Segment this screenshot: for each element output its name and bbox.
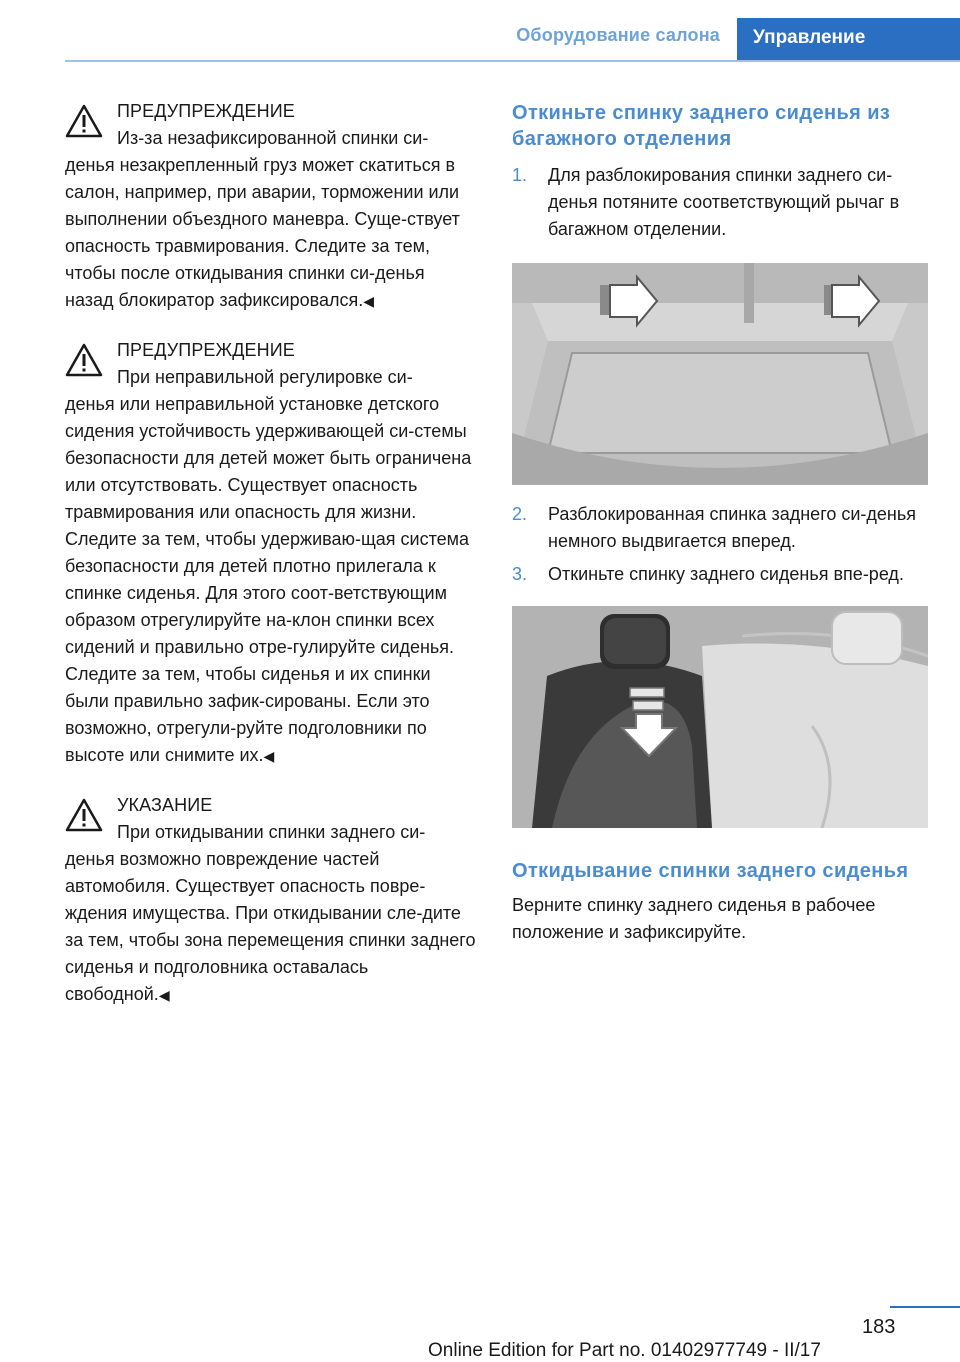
end-mark-icon: ◀ <box>263 748 275 764</box>
notice-first-line: Из-за незафиксированной спинки си‐ <box>117 128 429 148</box>
step-text: Разблокированная спинка заднего си‐денья немного выдвигается вперед. <box>548 504 916 551</box>
caution-notice <box>65 792 477 1009</box>
edition-info: Online Edition for Part no. 01402977749 - II/17 <box>428 1340 821 1361</box>
warning-notice-1 <box>65 98 477 315</box>
step-number: 2. <box>512 504 528 524</box>
section-title-fold-back: Откидывание спинки заднего сиденья <box>512 860 909 882</box>
header-chapter-tab: Управление <box>737 18 960 60</box>
page-header <box>0 0 960 62</box>
header-divider <box>65 60 960 62</box>
section-paragraph: Верните спинку заднего сиденья в рабочее положение и зафиксируйте. <box>512 895 876 942</box>
trunk-release-lever-photo <box>512 263 928 485</box>
notice-first-line: При неправильной регулировке си‐ <box>117 367 413 387</box>
end-mark-icon: ◀ <box>158 987 170 1003</box>
left-column <box>65 98 477 1031</box>
page-number: 183 <box>862 1316 896 1338</box>
notice-body: денья незакрепленный груз может скатиться в салон, например, при аварии, торможении или выполнении объездного маневра. Суще‐ствует опасность травмирования. Следите за тем, чтобы после откидывания спинки си‐денья назад блокиратор зафиксировался. <box>65 155 460 310</box>
step-3 <box>512 561 928 588</box>
notice-body: денья или неправильной установке детского сидения устойчивость удерживающей си‐стемы безопасности для детей может быть ограничена или отсутствовать. Существует опасность травмирования или опасность для жизни. Следите за тем, чтобы удерживаю‐щая система безопасности для детей плотно прилегала к спинке сиденья. Для этого соот‐ветствующим образом отрегулируйте на‐клон спинки всех сидений и правильно отре‐гулируйте сиденья. Следите за тем, чтобы сиденья и их спинки были правильно зафик‐сированы. Если это возможно, отрегули‐руйте подголовники по высоте или снимите их. <box>65 394 472 765</box>
step-text: Откиньте спинку заднего сиденья впе‐ред. <box>548 564 904 584</box>
notice-title: ПРЕДУПРЕЖДЕНИЕ <box>117 101 295 121</box>
step-number: 1. <box>512 165 528 185</box>
rear-seat-backrest-photo <box>512 606 928 828</box>
step-number: 3. <box>512 564 528 584</box>
warning-triangle-icon <box>65 104 103 138</box>
header-section-title: Оборудование салона <box>516 25 720 45</box>
footer-divider <box>890 1306 960 1308</box>
step-1 <box>512 162 928 243</box>
section-title-trunk-release: Откиньте спинку заднего сиденья из багажного отделения <box>512 102 891 150</box>
right-column <box>512 100 928 946</box>
warning-triangle-icon <box>65 343 103 377</box>
caution-triangle-icon <box>65 798 103 832</box>
warning-notice-2 <box>65 337 477 770</box>
notice-title: УКАЗАНИЕ <box>117 795 213 815</box>
notice-title: ПРЕДУПРЕЖДЕНИЕ <box>117 340 295 360</box>
step-text: Для разблокирования спинки заднего си‐денья потяните соответствующий рычаг в багажном отделении. <box>548 165 900 239</box>
end-mark-icon: ◀ <box>363 293 375 309</box>
notice-body: денья возможно повреждение частей автомобиля. Существует опасность повре‐ждения имущества. При откидывании сле‐дите за тем, чтобы зона перемещения спинки заднего сиденья и подголовника оставалась свободной. <box>65 849 476 1004</box>
step-2 <box>512 501 928 555</box>
notice-first-line: При откидывании спинки заднего си‐ <box>117 822 426 842</box>
